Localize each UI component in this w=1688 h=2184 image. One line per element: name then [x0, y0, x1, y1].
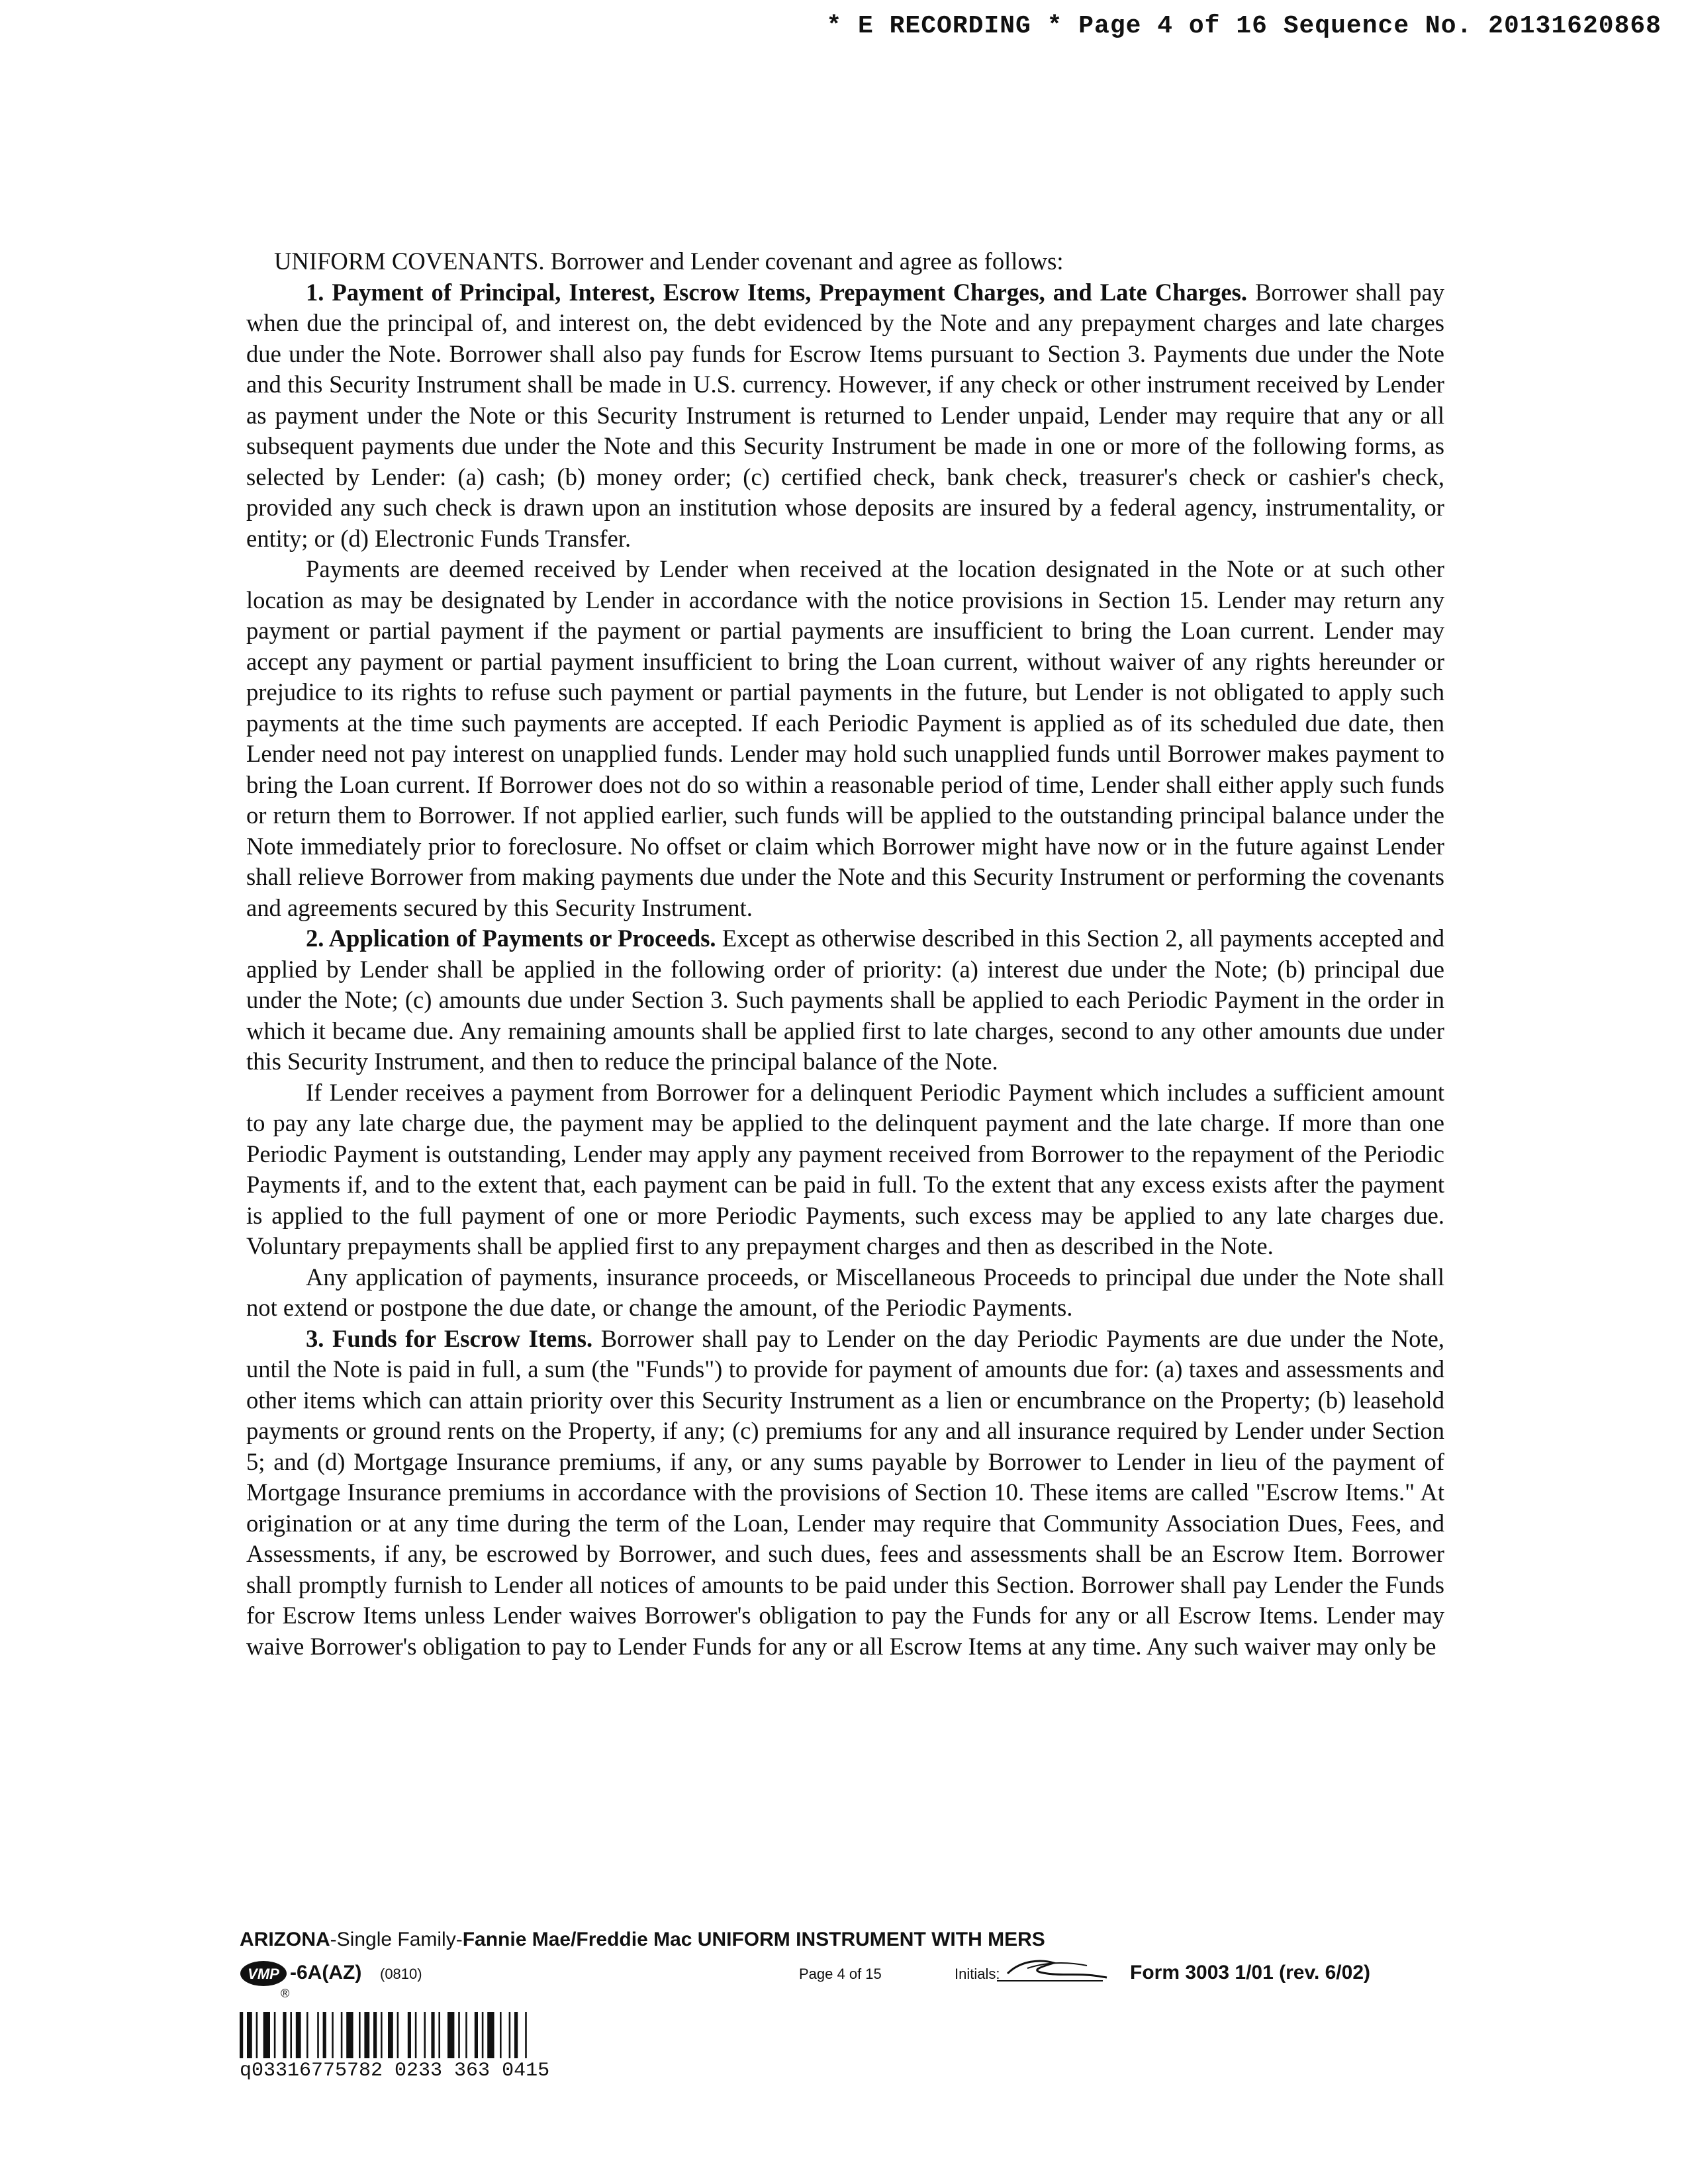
footer-title — [240, 1929, 1458, 1951]
barcode-bar — [317, 2012, 319, 2058]
barcode-bar — [373, 2012, 377, 2058]
section-3-heading: 3. Funds for Escrow Items. — [306, 1324, 593, 1352]
form-code: -6A(AZ) — [290, 1962, 362, 1983]
registered-mark: ® — [281, 1987, 290, 2000]
barcode-bar — [364, 2012, 369, 2058]
barcode-bar — [346, 2012, 353, 2058]
barcode-bar — [509, 2012, 511, 2058]
barcode-bar — [323, 2012, 326, 2058]
section-3-text: Borrower shall pay to Lender on the day Periodic Payments are due under the Note, until the Note is paid in full, a sum (the "Funds") to provide for payment of amounts due for: (a) taxes and assessments and other items which can attain priority over this Security Instrument as a lien or encumbrance on the Property; (b) leasehold payments or ground rents on the Property, if any; (c) premiums for any and all insurance required by Lender under Section 5; and (d) Mortgage Insurance premiums, if any, or any sums payable by Borrower to Lender in lieu of the payment of Mortgage Insurance premiums in accordance with the provisions of Section 10. These items are called "Escrow Items." At origination or at any time during the term of the Loan, Lender may require that Community Association Dues, Fees, and Assessments, if any, be escrowed by Borrower, and such dues, fees and assessments shall be an Escrow Item. Borrower shall promptly furnish to Lender all notices of amounts to be paid under this Section. Borrower shall pay Lender the Funds for Escrow Items unless Lender waives Borrower's obligation to pay the Funds for any or all Escrow Items. Lender may waive Borrower's obligation to pay to Lender Funds for any or all Escrow Items at any time. Any such waiver may only be — [246, 1324, 1444, 1660]
footer-form-line — [240, 1958, 1458, 2001]
section-1-text: Borrower shall pay when due the principal of, and interest on, the debt evidenced by the Note and any prepayment charges and late charges due under the Note. Borrower shall also pay funds for Escrow Items pursuant to Section 3. Payments due under the Note and this Security Instrument shall be made in U.S. currency. However, if any check or other instrument received by Lender as payment under the Note or this Security Instrument is returned to Lender unpaid, Lender may require that any or all subsequent payments due under the Note and this Security Instrument be made in one or more of the following forms, as selected by Lender: (a) cash; (b) money order; (c) certified check, bank check, treasurer's check or cashier's check, provided any such check is drawn upon an institution whose deposits are insured by a federal agency, instrumentality, or entity; or (d) Electronic Funds Transfer. — [246, 278, 1445, 552]
barcode-bar — [431, 2012, 434, 2058]
barcode-bar — [388, 2012, 393, 2058]
barcode-bar — [525, 2012, 527, 2058]
section-2-paragraph-3: Any application of payments, insurance proceeds, or Miscellaneous Proceeds to principal due under the Note shall not extend or postpone the due date, or change the amount, of the Periodic Payments. — [246, 1263, 1444, 1321]
barcode-bar — [465, 2012, 467, 2058]
footer-page-number: Page 4 of 15 — [799, 1966, 882, 1982]
section-1-paragraph — [246, 277, 1444, 555]
section-3-paragraph — [246, 1324, 1444, 1662]
barcode — [240, 2012, 703, 2058]
barcode-bar — [438, 2012, 440, 2058]
initials-signature — [1001, 1954, 1113, 1987]
barcode-bar — [359, 2012, 361, 2058]
uniform-covenants-intro: UNIFORM COVENANTS. Borrower and Lender covenant and agree as follows: — [274, 248, 1064, 275]
barcode-bar — [256, 2012, 258, 2058]
barcode-bar — [296, 2012, 301, 2058]
initials-label: Initials: — [955, 1966, 1000, 1982]
form-code-date: (0810) — [380, 1966, 422, 1982]
section-1-paragraph-2: Payments are deemed received by Lender when received at the location designated in the Note or at such other location as may be designated by Lender in accordance with the notice provisions in Section 15. Lender may return any payment or partial payment if the payment or partial payments are insufficient to bring the Loan current. Lender may accept any payment or partial payment insufficient to bring the Loan current, without waiver of any rights hereunder or prejudice to its rights to refuse such payment or partial payments in the future, but Lender is not obligated to apply such payments at the time such payments are accepted. If each Periodic Payment is applied as of its scheduled due date, then Lender need not pay interest on unapplied funds. Lender may hold such unapplied funds until Borrower makes payment to bring the Loan current. If Borrower does not do so within a reasonable period of time, Lender shall either apply such funds or return them to Borrower. If not applied earlier, such funds will be applied to the outstanding principal balance under the Note immediately prior to foreclosure. No offset or claim which Borrower might have now or in the future against Lender shall relieve Borrower from making payments due under the Note and this Security Instrument or performing the covenants and agreements secured by this Security Instrument. — [246, 555, 1444, 921]
barcode-bar — [424, 2012, 426, 2058]
barcode-bar — [283, 2012, 286, 2058]
section-2-text: Except as otherwise described in this Section 2, all payments accepted and applied by Lender shall be applied in the following order of priority: (a) interest due under the Note; (b) principal due under the Note; (c) amounts due under Section 3. Such payments shall be applied to each Periodic Payment in the order in which it became due. Any remaining amounts shall be applied first to late charges, second to any other amounts due under this Security Instrument, and then to reduce the principal balance of the Note. — [246, 925, 1444, 1075]
barcode-number: q03316775782 0233 363 0415 — [240, 2060, 550, 2082]
barcode-bar — [341, 2012, 343, 2058]
barcode-bar — [332, 2012, 334, 2058]
barcode-bar — [447, 2012, 454, 2058]
barcode-bar — [408, 2012, 411, 2058]
barcode-bar — [240, 2012, 243, 2058]
footer-state: ARIZONA — [240, 1929, 330, 1950]
barcode-bar — [381, 2012, 383, 2058]
footer-family: -Single Family- — [330, 1929, 463, 1950]
barcode-bar — [415, 2012, 417, 2058]
section-1-heading: 1. Payment of Principal, Interest, Escrow Items, Prepayment Charges, and Late Charges. — [306, 278, 1247, 306]
document-body — [246, 246, 1444, 1662]
recording-header: * E RECORDING * Page 4 of 16 Sequence No. 20131620868 — [826, 12, 1662, 40]
section-2-heading: 2. Application of Payments or Proceeds. — [306, 925, 716, 952]
barcode-bar — [458, 2012, 460, 2058]
vmp-logo-text: VMP — [248, 1966, 279, 1982]
barcode-bar — [306, 2012, 308, 2058]
section-2-paragraph-2: If Lender receives a payment from Borrower for a delinquent Periodic Payment which includes a sufficient amount to pay any late charge due, the payment may be applied to the delinquent payment and the late charge. If more than one Periodic Payment is outstanding, Lender may apply any payment received from Borrower to the repayment of the Periodic Payments if, and to the extent that, each payment can be paid in full. To the extent that any excess exists after the payment is applied to the full payment of one or more Periodic Payments, such excess may be applied to any late charges due. Voluntary prepayments shall be applied first to any prepayment charges and then as described in the Note. — [246, 1078, 1444, 1259]
section-2-paragraph — [246, 923, 1444, 1077]
barcode-bar — [397, 2012, 399, 2058]
form-footer — [240, 1929, 1458, 2001]
barcode-bar — [274, 2012, 276, 2058]
barcode-bar — [475, 2012, 478, 2058]
vmp-logo-icon — [240, 1960, 287, 1987]
form-number: Form 3003 1/01 (rev. 6/02) — [1130, 1962, 1370, 1983]
barcode-bar — [482, 2012, 484, 2058]
barcode-bar — [290, 2012, 292, 2058]
barcode-bar — [500, 2012, 502, 2058]
barcode-bar — [514, 2012, 518, 2058]
barcode-bar — [247, 2012, 252, 2058]
footer-agency: Fannie Mae/Freddie Mac UNIFORM INSTRUMENT WITH MERS — [462, 1929, 1045, 1950]
barcode-bar — [487, 2012, 494, 2058]
barcode-bar — [263, 2012, 270, 2058]
